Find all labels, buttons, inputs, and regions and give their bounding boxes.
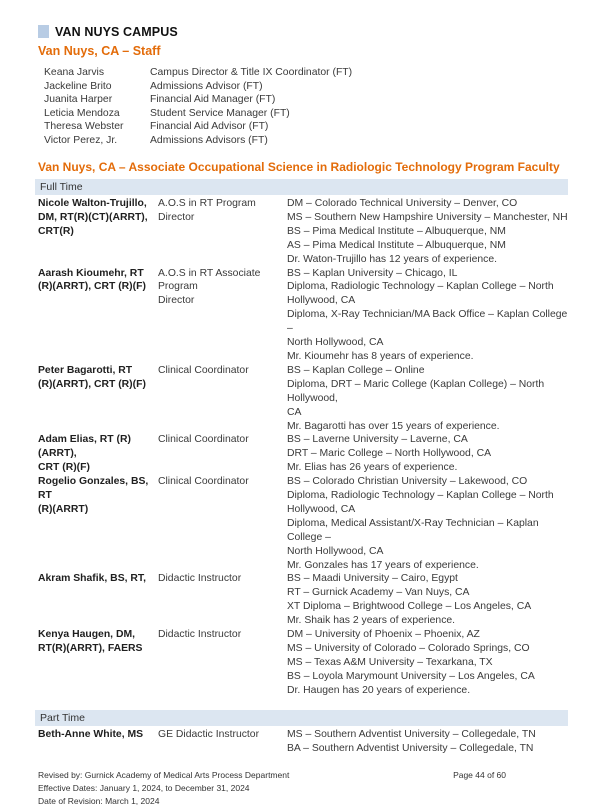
position-line: Clinical Coordinator <box>158 476 249 488</box>
faculty-position-cell <box>158 364 287 434</box>
detail-line: BS – Maadi University – Cairo, Egypt <box>287 573 458 585</box>
detail-line: DM – University of Phoenix – Phoenix, AZ <box>287 629 480 641</box>
detail-line: BS – Pima Medical Institute – Albuquerque, NM <box>287 225 506 237</box>
position-line: GE Didactic Instructor <box>158 728 260 740</box>
faculty-name-cell <box>38 364 158 434</box>
footer-effective-dates: Effective Dates: January 1, 2024, to December 31, 2024 <box>38 783 250 794</box>
faculty-name-cell <box>38 475 158 572</box>
faculty-row <box>38 267 568 364</box>
faculty-row <box>38 628 568 698</box>
staff-row <box>44 134 568 148</box>
detail-line: Diploma, Medical Assistant/X-Ray Technician – Kaplan College – <box>287 517 539 543</box>
footer-revised-by: Revised by: Gurnick Academy of Medical Arts Process Department <box>38 770 290 781</box>
bullet-square-icon <box>38 25 49 38</box>
faculty-position-cell <box>158 433 287 475</box>
full-time-faculty-table <box>38 197 568 698</box>
staff-name: Juanita Harper <box>44 94 113 105</box>
detail-line: Diploma, DRT – Maric College (Kaplan College) – North Hollywood, <box>287 378 545 404</box>
position-line: A.O.S in RT Program Director <box>158 198 256 223</box>
staff-name: Jackeline Brito <box>44 80 112 92</box>
page-footer <box>38 769 568 808</box>
faculty-position-cell <box>158 475 287 572</box>
name-line: Akram Shafik, BS, RT, <box>38 573 146 585</box>
faculty-row <box>38 572 568 628</box>
position-line: Clinical Coordinator <box>158 434 249 446</box>
faculty-details-cell <box>287 433 568 475</box>
name-line: (R)(ARRT), CRT (R)(F) <box>38 378 146 390</box>
name-line: (R)(ARRT), CRT (R)(F) <box>38 281 146 293</box>
faculty-details-cell <box>287 267 568 364</box>
detail-line: MS – Southern Adventist University – Collegedale, TN <box>287 728 536 740</box>
faculty-name-cell <box>38 433 158 475</box>
detail-line: Hollywood, CA <box>287 295 356 307</box>
faculty-name-cell <box>38 572 158 628</box>
faculty-row <box>38 433 568 475</box>
name-line: CRT (R)(F) <box>38 462 90 474</box>
staff-name: Victor Perez, Jr. <box>44 134 118 146</box>
name-line: Peter Bagarotti, RT <box>38 364 133 376</box>
detail-line: CA <box>287 406 302 418</box>
detail-line: Mr. Bagarotti has over 15 years of experience. <box>287 420 500 432</box>
position-line: A.O.S in RT Associate Program <box>158 267 261 293</box>
detail-line: MS – Southern New Hampshire University – Manchester, NH <box>287 211 568 223</box>
name-line: Beth-Anne White, MS <box>38 728 144 740</box>
detail-line: BS – Loyola Marymount University – Los Angeles, CA <box>287 670 535 682</box>
detail-line: Dr. Waton-Trujillo has 12 years of experience. <box>287 253 498 265</box>
staff-row <box>44 120 568 134</box>
staff-heading: Van Nuys, CA – Staff <box>38 44 161 58</box>
detail-line: BS – Kaplan College – Online <box>287 364 425 376</box>
staff-title: Student Service Manager (FT) <box>150 107 290 119</box>
detail-line: Dr. Haugen has 20 years of experience. <box>287 684 471 696</box>
detail-line: BA – Southern Adventist University – Collegedale, TN <box>287 742 534 754</box>
staff-title: Financial Aid Advisor (FT) <box>150 121 269 132</box>
position-line: Clinical Coordinator <box>158 364 249 376</box>
detail-line: Diploma, X-Ray Technician/MA Back Office – Kaplan College – <box>287 309 568 335</box>
faculty-name-cell <box>38 267 158 364</box>
name-line: DM, RT(R)(CT)(ARRT), <box>38 211 148 223</box>
staff-title: Campus Director & Title IX Coordinator (FT) <box>150 67 353 78</box>
section-header-full-time: Full Time <box>35 179 568 195</box>
faculty-details-cell <box>287 728 568 756</box>
footer-page-number: Page 44 of 60 <box>453 770 506 781</box>
detail-line: Mr. Elias has 26 years of experience. <box>287 462 458 474</box>
name-line: Aarash Kioumehr, RT <box>38 267 144 279</box>
staff-name: Keana Jarvis <box>44 67 105 78</box>
detail-line: North Hollywood, CA <box>287 337 384 349</box>
staff-title: Admissions Advisors (FT) <box>150 134 268 146</box>
detail-line: MS – University of Colorado – Colorado Springs, CO <box>287 643 530 654</box>
name-line: CRT(R) <box>38 225 74 237</box>
campus-header <box>38 24 568 39</box>
staff-row <box>44 93 568 107</box>
faculty-row <box>38 364 568 434</box>
position-line: Didactic Instructor <box>158 629 242 641</box>
staff-row <box>44 80 568 94</box>
staff-name: Leticia Mendoza <box>44 107 120 119</box>
staff-name: Theresa Webster <box>44 121 124 132</box>
name-line: (R)(ARRT) <box>38 503 89 515</box>
staff-title: Financial Aid Manager (FT) <box>150 94 276 105</box>
name-line: RT(R)(ARRT), FAERS <box>38 643 143 654</box>
detail-line: BS – Kaplan University – Chicago, IL <box>287 267 458 279</box>
faculty-details-cell <box>287 364 568 434</box>
detail-line: Diploma, Radiologic Technology – Kaplan College – North <box>287 281 554 293</box>
footer-left <box>38 769 289 808</box>
faculty-position-cell <box>158 267 287 364</box>
section-header-part-time: Part Time <box>35 710 568 726</box>
faculty-details-cell <box>287 628 568 698</box>
staff-row <box>44 66 568 80</box>
part-time-faculty-table <box>38 728 568 756</box>
detail-line: Hollywood, CA <box>287 503 356 515</box>
name-line: Rogelio Gonzales, BS, RT <box>38 476 149 502</box>
faculty-details-cell <box>287 475 568 572</box>
position-line: Director <box>158 295 195 307</box>
faculty-position-cell <box>158 628 287 698</box>
staff-row <box>44 107 568 121</box>
faculty-row <box>38 728 568 756</box>
faculty-details-cell <box>287 197 568 267</box>
name-line: Adam Elias, RT (R)(ARRT), <box>38 434 131 460</box>
staff-table <box>44 66 568 147</box>
faculty-position-cell <box>158 572 287 628</box>
detail-line: RT – Gurnick Academy – Van Nuys, CA <box>287 587 470 599</box>
footer-date-of-revision: Date of Revision: March 1, 2024 <box>38 796 160 807</box>
position-line: Didactic Instructor <box>158 573 242 585</box>
detail-line: North Hollywood, CA <box>287 545 384 557</box>
name-line: Kenya Haugen, DM, <box>38 629 135 641</box>
detail-line: DRT – Maric College – North Hollywood, CA <box>287 448 492 460</box>
faculty-name-cell <box>38 197 158 267</box>
detail-line: XT Diploma – Brightwood College – Los Angeles, CA <box>287 601 532 613</box>
detail-line: DM – Colorado Technical University – Denver, CO <box>287 198 518 209</box>
detail-line: MS – Texas A&M University – Texarkana, TX <box>287 656 493 668</box>
faculty-position-cell <box>158 728 287 756</box>
faculty-name-cell <box>38 728 158 756</box>
detail-line: AS – Pima Medical Institute – Albuquerque, NM <box>287 239 506 251</box>
detail-line: Mr. Shaik has 2 years of experience. <box>287 615 456 627</box>
campus-title: VAN NUYS CAMPUS <box>55 24 178 39</box>
faculty-name-cell <box>38 628 158 698</box>
staff-title: Admissions Advisor (FT) <box>150 80 263 92</box>
faculty-row <box>38 475 568 572</box>
faculty-heading: Van Nuys, CA – Associate Occupational Science in Radiologic Technology Program Faculty <box>38 160 560 174</box>
detail-line: Mr. Kioumehr has 8 years of experience. <box>287 350 474 362</box>
detail-line: Mr. Gonzales has 17 years of experience. <box>287 559 479 571</box>
detail-line: Diploma, Radiologic Technology – Kaplan College – North <box>287 490 554 502</box>
name-line: Nicole Walton-Trujillo, <box>38 198 147 209</box>
faculty-position-cell <box>158 197 287 267</box>
faculty-details-cell <box>287 572 568 628</box>
detail-line: BS – Laverne University – Laverne, CA <box>287 434 468 446</box>
faculty-row <box>38 197 568 267</box>
detail-line: BS – Colorado Christian University – Lakewood, CO <box>287 476 528 488</box>
